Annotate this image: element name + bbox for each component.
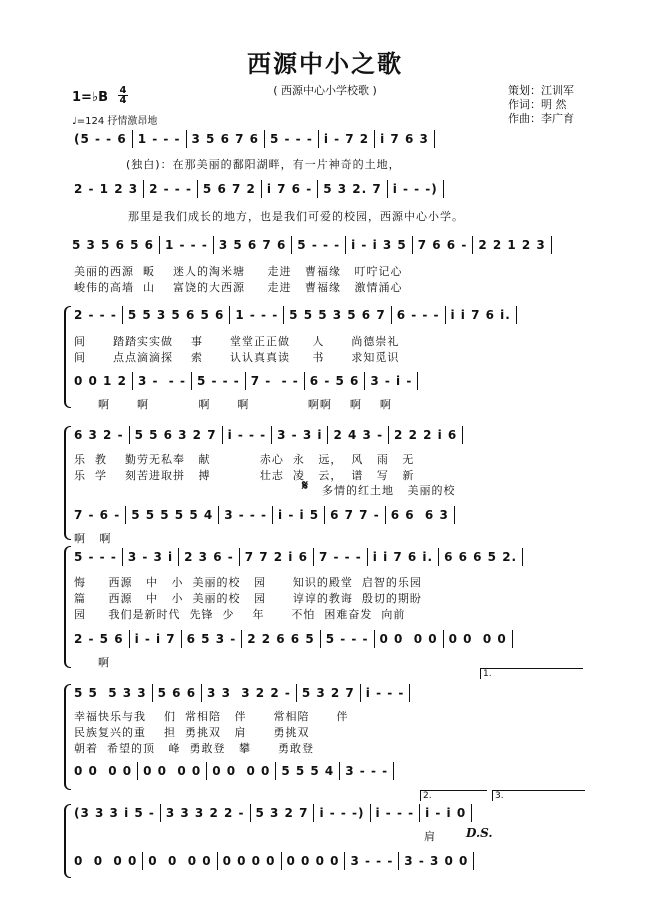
lyric-line: 篇 西源 中 小 美丽的校 园 谆谆的教诲 殷切的期盼 [74, 592, 422, 605]
measure: 3 5 6 7 6 [218, 238, 287, 252]
measure: 1 - - - [137, 132, 181, 146]
notation-row [72, 180, 447, 198]
bar-line [197, 180, 198, 198]
bar-line [419, 804, 420, 822]
bar-line [320, 630, 321, 648]
ds-marking: D.S. [466, 826, 493, 840]
lyric-line: 美丽的西源 畈 迷人的淘米塘 走进 曹福缘 叮咛记心 [74, 265, 403, 278]
credits [508, 84, 574, 126]
measure: i - 7 2 [323, 132, 370, 146]
lyric-line: 园 我们是新时代 先锋 少 年 不怕 困难奋发 向前 [74, 608, 406, 621]
measure: 6 7 7 - [330, 508, 380, 522]
notation-row [72, 130, 438, 148]
bar-line [264, 130, 265, 148]
bar-line [291, 236, 292, 254]
lyric-line: (独白)：在那美丽的鄱阳湖畔，有一片神奇的土地， [126, 158, 401, 171]
measure: 0 0 0 0 [286, 854, 340, 868]
bar-line [296, 684, 297, 702]
bar-line [398, 852, 399, 870]
measure: 5 6 6 [157, 686, 197, 700]
measure: 3 3 3 2 2 - [207, 686, 291, 700]
bar-line [129, 426, 130, 444]
bar-line [516, 306, 517, 324]
bar-line [250, 804, 251, 822]
bar-line [122, 548, 123, 566]
notation-row [72, 306, 520, 324]
key-signature: 1=♭B [72, 90, 108, 105]
measure: 3 - i - [370, 374, 413, 388]
notation-row [72, 372, 421, 390]
bar-line [129, 630, 130, 648]
measure: 7 7 2 i 6 [244, 550, 308, 564]
bar-line [213, 236, 214, 254]
measure: 2 2 6 6 5 [247, 632, 315, 646]
bar-line [217, 852, 218, 870]
measure: 5 6 7 2 [202, 182, 256, 196]
bar-line [364, 372, 365, 390]
measure: 0 0 1 2 [74, 374, 127, 388]
bar-line [181, 630, 182, 648]
measure: i - i 0 [425, 806, 467, 820]
notation-row [72, 548, 526, 566]
measure: 3 - - - [345, 764, 389, 778]
notation-row [70, 236, 555, 254]
measure: 0 0 0 0 [379, 632, 438, 646]
bar-line [186, 130, 187, 148]
notation-row [72, 762, 397, 780]
measure: 0 0 0 0 [148, 854, 212, 868]
volta-bracket: 3. [492, 790, 585, 801]
measure: i - i 7 [134, 632, 176, 646]
bar-line [370, 804, 371, 822]
measure: 3 3 3 2 2 - [165, 806, 245, 820]
lyric-line: 朝着 希望的顶 峰 勇敢登 攀 勇敢登 [74, 742, 314, 755]
notation-row [72, 804, 475, 822]
bar-line [438, 548, 439, 566]
song-title: 西源中小之歌 [247, 49, 403, 78]
bar-line [473, 852, 474, 870]
measure: 3 - 3 i [277, 428, 323, 442]
system-brace [64, 426, 71, 540]
bar-line [313, 804, 314, 822]
song-subtitle: ( 西源中心小学校歌 ) [273, 84, 377, 97]
measure: 6 6 6 5 2. [444, 550, 518, 564]
bar-line [454, 506, 455, 524]
tempo-marking: ♩=124 抒情激昂地 [72, 116, 158, 127]
measure: 0 0 0 0 [74, 854, 138, 868]
bar-line [275, 762, 276, 780]
lyric-line: 民族复兴的重 担 勇挑双 肩 勇挑双 [74, 726, 310, 739]
measure: 1 - - - [235, 308, 279, 322]
bar-line [345, 236, 346, 254]
bar-line [304, 372, 305, 390]
bar-line [443, 180, 444, 198]
measure: 0 0 0 0 [212, 764, 271, 778]
bar-line [191, 372, 192, 390]
measure: 2 - 5 6 [74, 632, 124, 646]
bar-line [261, 180, 262, 198]
measure: 5 - - - [196, 374, 240, 388]
notation-row [72, 426, 466, 444]
bar-line [471, 804, 472, 822]
measure: 7 6 6 - [417, 238, 468, 252]
bar-line [142, 852, 143, 870]
notation-row [72, 852, 477, 870]
bar-line [152, 684, 153, 702]
measure: 2 2 2 i 6 [394, 428, 458, 442]
bar-line [245, 372, 246, 390]
bar-line [374, 130, 375, 148]
bar-line [271, 426, 272, 444]
measure: 5 - - - [74, 550, 117, 564]
bar-line [272, 506, 273, 524]
bar-line [360, 684, 361, 702]
bar-line [206, 762, 207, 780]
measure: 2 - - - [74, 308, 117, 322]
measure: 2 - - - [149, 182, 192, 196]
bar-line [218, 506, 219, 524]
measure: 7 - - - [250, 374, 299, 388]
bar-line [122, 306, 123, 324]
meter-top: 4 [119, 85, 127, 96]
bar-line [385, 506, 386, 524]
measure: i - - -) [319, 806, 365, 820]
measure: 1 - - - [165, 238, 208, 252]
lyric-line: 乐 学 刻苦进取拼 搏 壮志 凌 云， 谱 写 新 [74, 469, 415, 482]
lyric-line: 肩 [424, 830, 436, 843]
measure: i - i 3 5 [351, 238, 407, 252]
measure: 2 4 3 - [333, 428, 384, 442]
bar-line [239, 548, 240, 566]
meter-bottom: 4 [119, 95, 127, 106]
lyric-line: 间 点点滴滴探 索 认认真真读 书 求知觅识 [74, 351, 400, 364]
measure: 5 5 6 3 2 7 [134, 428, 217, 442]
bar-line [374, 630, 375, 648]
lyric-line: 啊 啊 [74, 532, 112, 545]
bar-line [132, 130, 133, 148]
measure: 3 5 6 7 6 [191, 132, 259, 146]
bar-line [367, 548, 368, 566]
notation-row [72, 630, 516, 648]
bar-line [512, 630, 513, 648]
credit-lyricist: 作词：明 然 [508, 98, 567, 111]
bar-line [445, 306, 446, 324]
measure: 6 - - - [396, 308, 440, 322]
time-signature [118, 86, 128, 105]
lyric-line: 悔 西源 中 小 美丽的校 园 知识的殿堂 启智的乐园 [74, 576, 422, 589]
measure: 5 5 3 5 6 5 6 [127, 308, 225, 322]
system-brace [64, 684, 71, 790]
measure: 6 5 3 - [186, 632, 237, 646]
lyric-line: 啊 [98, 656, 110, 669]
measure: i - - - [365, 686, 405, 700]
measure: 5 - - - [297, 238, 341, 252]
measure: i 7 6 3 [380, 132, 429, 146]
bar-line [412, 236, 413, 254]
bar-line [178, 548, 179, 566]
measure: 7 - 6 - [74, 508, 121, 522]
measure: i 7 6 - [266, 182, 313, 196]
system-brace [64, 804, 71, 878]
measure: i - - - [227, 428, 267, 442]
bar-line [132, 372, 133, 390]
bar-line [417, 372, 418, 390]
measure: i - - -) [392, 182, 438, 196]
measure: 5 5 5 3 5 6 7 [289, 308, 386, 322]
measure: i - - - [375, 806, 415, 820]
system-brace [64, 306, 71, 408]
bar-line [229, 306, 230, 324]
notation-row [72, 684, 413, 702]
lyric-line: 间 踏踏实实做 事 堂堂正正做 人 尚德崇礼 [74, 335, 400, 348]
bar-line [241, 630, 242, 648]
lyric-line: 那里是我们成长的地方，也是我们可爱的校园，西源中心小学。 [128, 210, 464, 223]
notation-row [72, 506, 458, 524]
bar-line [324, 506, 325, 524]
bar-line [551, 236, 552, 254]
bar-line [327, 426, 328, 444]
bar-line [313, 548, 314, 566]
lyric-line: 乐 教 勤劳无私奉 献 赤心 永 远， 风 雨 无 [74, 453, 415, 466]
bar-line [462, 426, 463, 444]
measure: (3 3 3 i 5 - [74, 806, 155, 820]
bar-line [393, 762, 394, 780]
measure: 5 - - - [325, 632, 369, 646]
lyric-line: 多情的红土地 美丽的校 [322, 484, 456, 497]
bar-line [222, 426, 223, 444]
measure: 3 - 3 i [127, 550, 174, 564]
measure: 0 0 0 0 [222, 854, 276, 868]
bar-line [137, 762, 138, 780]
bar-line [281, 852, 282, 870]
measure: 5 5 5 3 3 [74, 686, 147, 700]
measure: 2 2 1 2 3 [478, 238, 546, 252]
lyric-line: 峻伟的高墙 山 富饶的大西源 走进 曹福缘 激情涌心 [74, 281, 403, 294]
measure: 2 3 6 - [184, 550, 234, 564]
bar-line [317, 180, 318, 198]
measure: 5 3 2 7 [255, 806, 309, 820]
measure: 5 5 5 4 [281, 764, 335, 778]
volta-bracket: 1. [480, 668, 583, 679]
bar-line [472, 236, 473, 254]
bar-line [143, 180, 144, 198]
measure: 6 6 6 3 [390, 508, 449, 522]
bar-line [283, 306, 284, 324]
measure: 6 - 5 6 [309, 374, 360, 388]
measure: 0 0 0 0 [74, 764, 133, 778]
measure: 5 - - - [269, 132, 313, 146]
measure: 7 - - - [318, 550, 362, 564]
bar-line [344, 852, 345, 870]
segno-sign: 𝄋 [302, 478, 309, 494]
credit-composer: 作曲：李广育 [508, 112, 574, 125]
measure: 3 - - - [350, 854, 394, 868]
bar-line [318, 130, 319, 148]
measure: 5 5 5 5 5 4 [131, 508, 214, 522]
measure: 5 3 2. 7 [323, 182, 382, 196]
measure: 5 3 5 6 5 6 [72, 238, 154, 252]
bar-line [201, 684, 202, 702]
lyric-line: 啊 啊 啊 啊 啊啊 啊 啊 [98, 398, 392, 411]
system-brace [64, 546, 71, 668]
bar-line [125, 506, 126, 524]
bar-line [160, 804, 161, 822]
bar-line [159, 236, 160, 254]
bar-line [388, 426, 389, 444]
bar-line [522, 548, 523, 566]
bar-line [387, 180, 388, 198]
measure: (5 - - 6 [74, 132, 127, 146]
bar-line [391, 306, 392, 324]
measure: 0 0 0 0 [143, 764, 202, 778]
measure: 0 0 0 0 [448, 632, 507, 646]
bar-line [434, 130, 435, 148]
bar-line [339, 762, 340, 780]
credit-planner: 策划：江训军 [508, 84, 574, 97]
measure: 6 3 2 - [74, 428, 124, 442]
measure: i i 7 6 i. [450, 308, 511, 322]
measure: 3 - - - [137, 374, 186, 388]
measure: 3 - - - [224, 508, 268, 522]
measure: 3 - 3 0 0 [404, 854, 469, 868]
bar-line [409, 684, 410, 702]
measure: 2 - 1 2 3 [74, 182, 139, 196]
lyric-line: 幸福快乐与我 们 常相陪 伴 常相陪 伴 [74, 710, 349, 723]
volta-bracket: 2. [420, 790, 487, 801]
measure: i i 7 6 i. [372, 550, 434, 564]
measure: 5 3 2 7 [301, 686, 355, 700]
measure: i - i 5 [278, 508, 320, 522]
bar-line [443, 630, 444, 648]
